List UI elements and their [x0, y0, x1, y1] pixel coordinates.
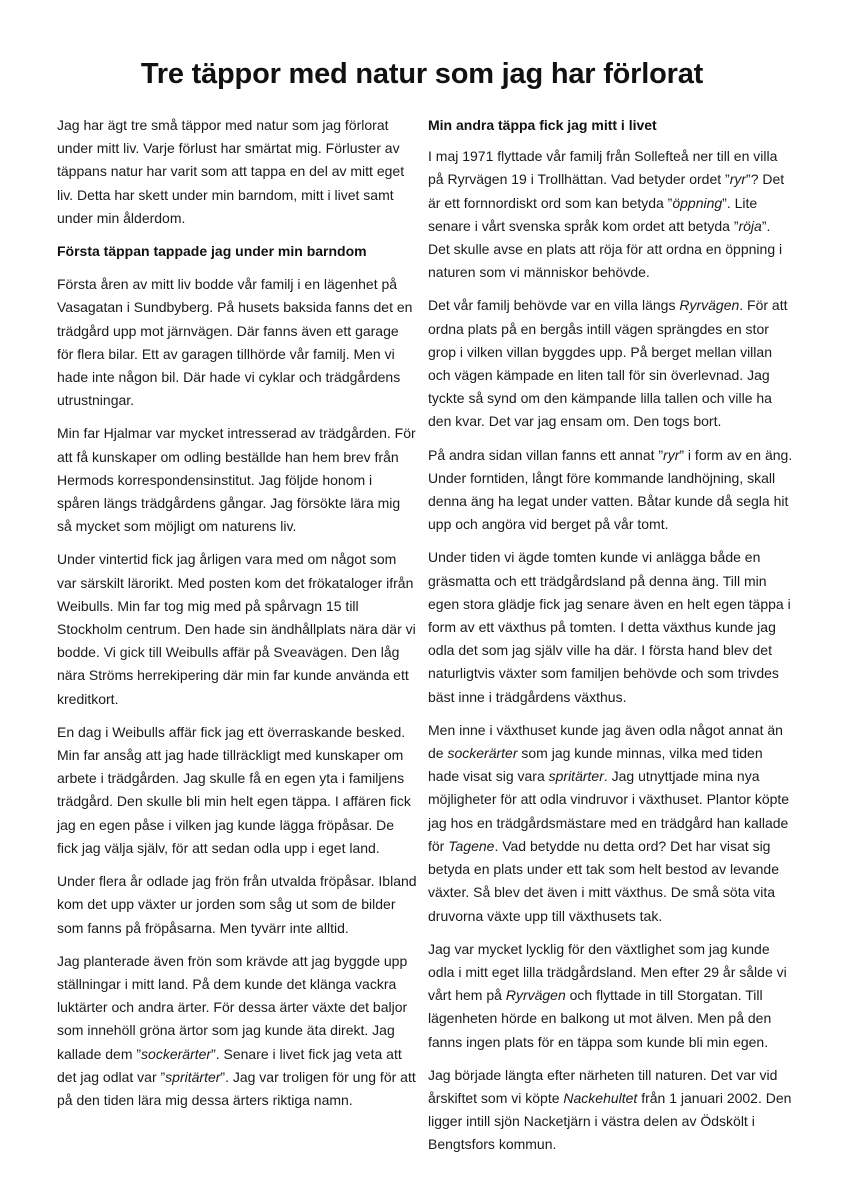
text-run: ”. Lite senare i vårt svenska språk kom ordet att betyda ” [428, 194, 758, 234]
text-run: ”. Jag var troligen för ung för att på den tiden lära mig dessa ärters riktiga namn. [57, 1068, 416, 1108]
text-run: Det vår familj behövde var en villa längs [428, 297, 680, 314]
paragraph [428, 938, 793, 1054]
text-run: Jag började längta efter närheten till naturen. Det var vid årskiftet som vi köpte [428, 1066, 778, 1106]
text-run: . För att ordna plats på en bergås intill vägen sprängdes en stor grop i vilken villan byggdes upp. På berget mellan villan och vägen kämpade en liten tall för sin överlevnad. Jag tyckte så synd om den kämpande lilla tallen och ville ha den kvar. Det var jag ensam om. Den togs bort. [428, 297, 788, 430]
section-heading-first-plot: Första täppan tappade jag under min barndom [57, 243, 367, 260]
text-run: ”. Det skulle avse en plats att röja för att ordna en öppning i naturen som vi människor behövde. [428, 217, 783, 281]
paragraph [428, 145, 793, 284]
italic-term: ryr [663, 446, 680, 463]
text-run: ” i form av en äng. Under forntiden, långt före kommande landhöjning, skall denna äng ha legat under vatten. Båtar kunde då segla hit upp och angöra vid berget på vår tomt. [428, 446, 793, 533]
text-run: från 1 januari 2002. Den ligger intill sjön Nacketjärn i västra delen av Ödskölt i Bengtsfors kommun. [428, 1089, 792, 1153]
text-run: och flyttade in till Storgatan. Till lägenheten hörde en balkong ut mot älven. Men på den fanns ingen plats för en täppa som kunde bli min egen. [428, 987, 772, 1050]
italic-term: spritärter [165, 1068, 221, 1085]
text-run: . Vad betydde nu detta ord? Det har visat sig betyda en plats under ett tak som helt bestod av levande växter. Så blev det även i mitt växthus. De små söta vita druvorna växte upp till växthusets tak. [428, 837, 780, 924]
italic-term: röja [738, 217, 762, 234]
text-run: som jag kunde minnas, vilka med tiden hade visat sig vara [428, 745, 763, 785]
italic-term: ryr [729, 171, 747, 188]
text-run: ”? Det är ett fornnordiskt ord som kan betyda ” [428, 171, 785, 211]
page-title: Tre täppor med natur som jag har förlorat [140, 58, 704, 90]
italic-term: Nackehultet [563, 1089, 638, 1106]
paragraph: Under flera år odlade jag frön från utvalda fröpåsar. Ibland kom det upp växter ur jorden som såg ut som de bilder som fanns på fröpåsarna. Men tyvärr inte alltid. [57, 873, 417, 936]
section-heading-second-plot: Min andra täppa fick jag mitt i livet [428, 117, 657, 133]
paragraph: Första åren av mitt liv bodde vår familj i en lägenhet på Vasagatan i Sundbyberg. På husets baksida fanns det en trädgård upp mot järnvägen. Där fanns även ett garage för flera bilar. Ett av garagen tillhörde vår familj. Men vi hade inte någon bil. Där hade vi cyklar och trädgårdens utrustningar. [57, 276, 413, 409]
text-run: Men inne i växthuset kunde jag även odla något annat än de [428, 721, 783, 762]
paragraph: En dag i Weibulls affär fick jag ett överraskande besked. Min far ansåg att jag hade tillräckligt med kunskaper om arbete i trädgården. Jag skulle få en egen yta i familjens trädgård. Den skulle bli min helt egen täppa. I affären fick jag en egen påse i vilken jag kunde lägga fröpåsar. De fick jag välja själv, för att sedan odla upp i eget land. [57, 723, 411, 856]
paragraph [428, 294, 793, 433]
paragraph [57, 950, 417, 1112]
paragraph [428, 444, 793, 537]
italic-term: Ryrvägen [679, 297, 740, 314]
paragraph [428, 1064, 793, 1157]
intro-paragraph: Jag har ägt tre små täppor med natur som jag förlorat under mitt liv. Varje förlust har smärtat mig. Förluster av täppans natur har varit som att tappa en del av mitt eget liv. Detta har skett under min barndom, mitt i livet samt under min ålderdom. [57, 117, 405, 226]
paragraph: Under tiden vi ägde tomten kunde vi anlägga både en gräsmatta och ett trädgårdsland på denna äng. Till min egen stora glädje fick jag senare även en helt egen täppa i form av ett växthus på tomten. I detta växthus kunde jag odla det som jag själv ville ha där. I första hand blev det naturligtvis växter som familjen behövde och som trivdes bäst inne i trädgårdens växthus. [428, 549, 791, 705]
text-run: Jag var mycket lycklig för den växtlighet som jag kunde odla i mitt eget lilla trädgårdsland. Men efter 29 år sålde vi vårt hem på [428, 940, 787, 1004]
italic-term: sockerärter [447, 745, 518, 762]
left-column [57, 114, 417, 1122]
paragraph: Under vintertid fick jag årligen vara med om något som var särskilt lärorikt. Med posten kom det frökataloger ifrån Weibulls. Min far tog mig med på spårvagn 15 till Stockholm centrum. Den hade sin ändhållplats nära där vi bodde. Vi gick till Weibulls affär på Sveavägen. Den låg nära Ströms herrekipering där min far kunde använda ett kreditkort. [57, 551, 416, 707]
italic-term: Ryrvägen [505, 987, 566, 1004]
text-run: ”. Senare i livet fick jag veta att det jag odlat var ” [57, 1045, 402, 1085]
italic-term: Tagene [448, 837, 495, 854]
text-run: Jag planterade även frön som krävde att jag byggde upp ställningar i mitt land. På dem kunde det klänga vackra luktärter och andra ärter. För dessa ärter växte det baljor som innehöll gröna ärtor som jag kunde äta direkt. Jag kallade dem ” [57, 952, 408, 1062]
paragraph: Min far Hjalmar var mycket intresserad av trädgården. För att få kunskaper om odling beställde han hem brev från Hermods korrespondensinstitut. Jag följde honom i spåren längs trädgårdens gångar. Jag försökte lära mig så mycket som möjligt om naturens liv. [57, 425, 416, 535]
italic-term: öppning [672, 194, 723, 211]
right-column [428, 114, 793, 1167]
text-run: På andra sidan villan fanns ett annat ” [428, 446, 664, 463]
paragraph [428, 719, 793, 928]
text-run: I maj 1971 flyttade vår familj från Sollefteå ner till en villa på Ryrvägen 19 i Trollhättan. Vad betyder ordet ” [428, 148, 778, 188]
italic-term: spritärter [548, 768, 604, 785]
italic-term: sockerärter [141, 1045, 212, 1062]
text-run: . Jag utnyttjade mina nya möjligheter för att odla vindruvor i växthuset. Plantor köpte jag hos en trädgårdsmästare med en trädgård han kallade för [428, 768, 790, 854]
